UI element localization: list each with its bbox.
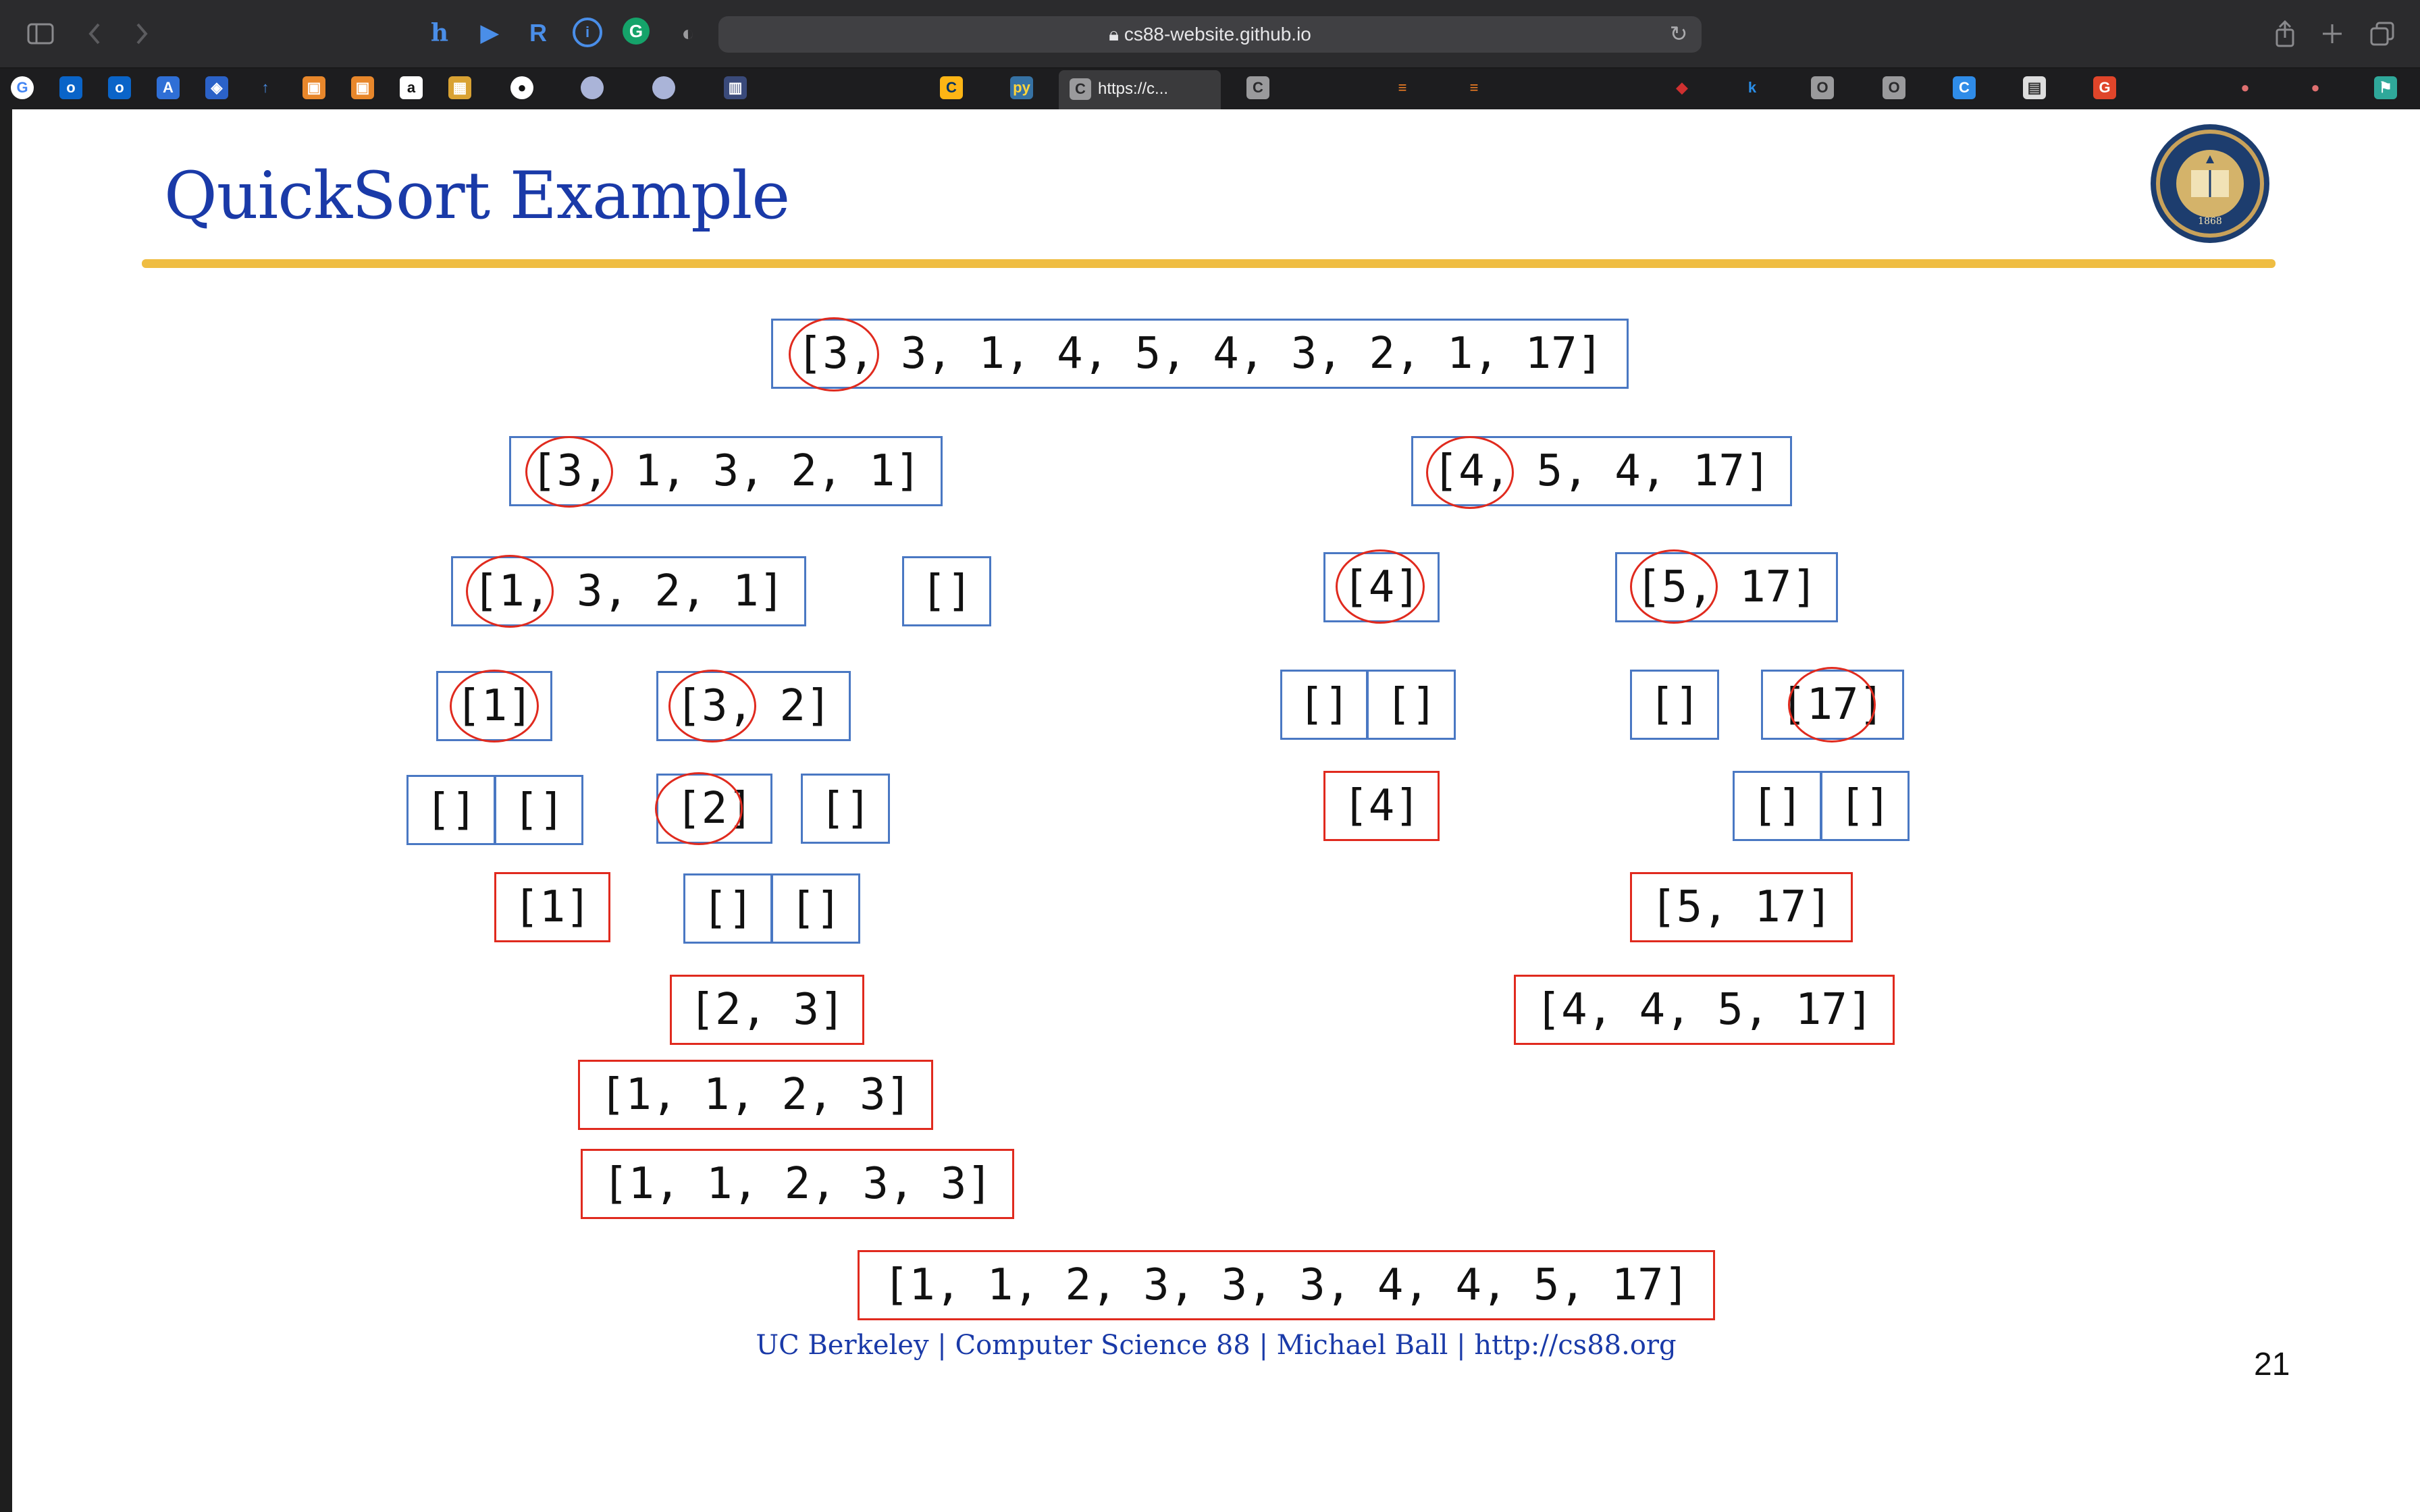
python-tab-icon[interactable]: py <box>1010 76 1033 99</box>
pivot-circle <box>1426 436 1514 509</box>
pivot-circle <box>789 317 879 392</box>
partition-node: [] <box>1733 771 1822 841</box>
pivot-circle <box>668 670 756 742</box>
partition-node: [] <box>406 775 496 845</box>
share-icon[interactable] <box>2269 18 2301 50</box>
url-label: cs88-website.github.io <box>1124 24 1311 45</box>
reload-icon[interactable]: ↻ <box>1669 22 1688 46</box>
sorted-result: [4, 4, 5, 17] <box>1514 975 1895 1045</box>
pivot-circle <box>1630 549 1718 624</box>
package-tab-icon[interactable]: ▦ <box>448 76 471 99</box>
github-tab-icon[interactable]: ● <box>510 76 533 99</box>
onepassword-extension-icon[interactable]: i <box>573 18 602 47</box>
partition-node: [] <box>683 873 772 944</box>
globe-tab-icon[interactable] <box>581 76 604 99</box>
partition-node: [1] <box>436 671 552 741</box>
pivot-circle <box>1336 549 1425 624</box>
browser-toolbar <box>0 0 2420 68</box>
diamond-tab-icon[interactable]: ◆ <box>1676 79 1688 96</box>
forward-icon[interactable] <box>126 18 158 50</box>
uc-berkeley-seal-icon <box>2149 123 2271 244</box>
sorted-result: [2, 3] <box>670 975 864 1045</box>
hypothesis-extension-icon[interactable]: h <box>430 19 449 47</box>
amazon-tab-icon[interactable]: a <box>400 76 423 99</box>
readwise-extension-icon[interactable]: R <box>529 19 547 47</box>
o-tab-icon[interactable]: O <box>1811 76 1834 99</box>
partition-node: [1, 3, 2, 1] <box>451 556 806 626</box>
pin-tab-icon-2[interactable]: ● <box>2311 79 2320 96</box>
lock-icon: 🔒︎ <box>1109 24 1124 45</box>
sorted-result: [4] <box>1323 771 1440 841</box>
g-red-tab-icon[interactable]: G <box>2093 76 2116 99</box>
o-tab-icon-2[interactable]: O <box>1883 76 1905 99</box>
slide <box>12 109 2420 1512</box>
pivot-circle <box>525 436 613 508</box>
pin-tab-icon[interactable]: ● <box>2240 79 2250 96</box>
slide-footer: UC Berkeley | Computer Science 88 | Michael Ball | http://cs88.org <box>756 1330 1677 1361</box>
active-tab[interactable] <box>1059 70 1221 109</box>
stack-tab-icon-2[interactable]: ≡ <box>1469 79 1479 96</box>
sorted-result: [5, 17] <box>1630 872 1853 942</box>
box-tab-icon[interactable]: ▣ <box>302 76 325 99</box>
c-tab-icon[interactable]: C <box>1953 76 1976 99</box>
address-bar[interactable] <box>718 16 1702 53</box>
tab-overview-icon[interactable] <box>2366 18 2398 50</box>
pivot-circle <box>1788 667 1876 742</box>
partition-right: [4, 5, 4, 17] <box>1411 436 1792 506</box>
grammarly-extension-icon[interactable]: G <box>623 18 650 45</box>
arrow-tab-icon[interactable]: ↑ <box>261 79 269 96</box>
k-tab-icon[interactable]: k <box>1747 79 1757 96</box>
partition-node: [2] <box>656 774 772 844</box>
partition-node: [5, 17] <box>1615 552 1838 622</box>
partition-node: [] <box>902 556 991 626</box>
privacy-shield-icon[interactable]: ◐ <box>681 20 695 45</box>
course-tab-icon[interactable]: C <box>1246 76 1269 99</box>
partition-node: [4] <box>1323 552 1440 622</box>
google-tab-icon[interactable]: G <box>11 76 34 99</box>
flag-tab-icon[interactable]: ⚑ <box>2374 76 2397 99</box>
outlook-tab-icon[interactable]: o <box>59 76 82 99</box>
pivot-circle <box>450 670 539 742</box>
globe-tab-icon-2[interactable] <box>652 76 675 99</box>
partition-node: [] <box>1820 771 1910 841</box>
pivot-circle <box>466 555 554 628</box>
partition-node: [] <box>771 873 860 944</box>
app-store-tab-icon[interactable]: A <box>157 76 180 99</box>
chart-tab-icon[interactable]: ▥ <box>724 76 747 99</box>
document-tab-icon[interactable]: ▤ <box>2023 76 2046 99</box>
partition-node: [] <box>1280 670 1368 740</box>
pivot-circle <box>655 772 743 845</box>
partition-left: [3, 1, 3, 2, 1] <box>509 436 943 506</box>
outlook-tab-icon-2[interactable]: o <box>108 76 131 99</box>
final-sorted-result: [1, 1, 2, 3, 3, 3, 4, 4, 5, 17] <box>858 1250 1715 1320</box>
partition-node: [3, 2] <box>656 671 851 741</box>
bookmark-tab-icon[interactable]: ◈ <box>205 76 228 99</box>
slide-title: QuickSort Example <box>164 158 790 234</box>
partition-node: [] <box>494 775 583 845</box>
partition-node: [17] <box>1761 670 1904 740</box>
partition-node: [] <box>1367 670 1456 740</box>
svg-text:1868: 1868 <box>2198 216 2222 227</box>
new-tab-icon[interactable] <box>2316 18 2348 50</box>
stack-tab-icon[interactable]: ≡ <box>1398 79 1407 96</box>
media-extension-icon[interactable]: ▶ <box>480 20 499 46</box>
page-number: 21 <box>2254 1347 2290 1382</box>
active-tab-label: https://c... <box>1098 80 1169 98</box>
title-rule <box>142 259 2276 268</box>
berkeley-tab-icon[interactable]: C <box>940 76 963 99</box>
url-text <box>718 16 1702 53</box>
partition-node: [] <box>801 774 890 844</box>
box-tab-icon-2[interactable]: ▣ <box>351 76 374 99</box>
sorted-result: [1, 1, 2, 3] <box>578 1060 933 1130</box>
course-favicon-icon: C <box>1070 78 1091 100</box>
back-icon[interactable] <box>78 18 111 50</box>
sorted-result: [1] <box>494 872 610 942</box>
sorted-result: [1, 1, 2, 3, 3] <box>581 1149 1014 1219</box>
partition-node: [] <box>1630 670 1719 740</box>
sidebar-icon[interactable] <box>24 18 57 50</box>
partition-root: [3, 3, 1, 4, 5, 4, 3, 2, 1, 17] <box>771 319 1629 389</box>
